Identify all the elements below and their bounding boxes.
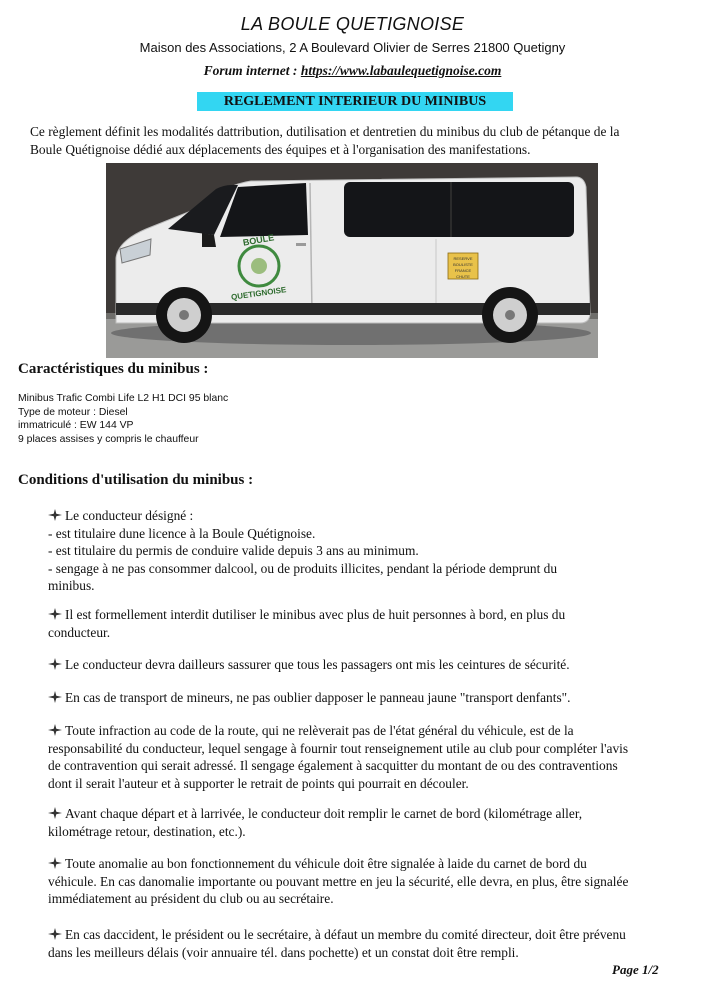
forum-label: Forum internet : <box>203 63 301 78</box>
condition-text: Toute infraction au code de la route, qui ne relèverait pas de l'état général du véhicule, est de la <box>65 723 574 738</box>
four-point-star-icon <box>48 658 62 670</box>
characteristics-list <box>18 392 228 446</box>
rear-wheel <box>482 287 538 343</box>
characteristics-heading: Caractéristiques du minibus : <box>18 361 209 377</box>
condition-paragraph <box>48 855 678 908</box>
condition-line <box>48 507 678 525</box>
spec-line: Minibus Trafic Combi Life L2 H1 DCI 95 blanc <box>18 393 229 404</box>
condition-line: véhicule. En cas danomalie importante ou pouvant mettre en jeu la sécurité, elle devra, en plus, être signalée <box>48 873 629 889</box>
club-title: LA BOULE QUETIGNOISE <box>240 14 465 34</box>
condition-text: Toute anomalie au bon fonctionnement du véhicule doit être signalée à laide du carnet de bord du <box>65 856 587 871</box>
document-title-banner: REGLEMENT INTERIEUR DU MINIBUS <box>197 92 513 111</box>
sign-line: CHUTE <box>456 274 470 279</box>
spec-line: immatriculé : EW 144 VP <box>18 420 134 432</box>
condition-line <box>48 855 678 873</box>
condition-text: En cas de transport de mineurs, ne pas oublier dapposer le panneau jaune "transport denfants". <box>65 690 571 705</box>
condition-line: responsabilité du conducteur, lequel sengage à fournir tout renseignement utile au club pour compléter l'avis <box>48 740 629 756</box>
four-point-star-icon <box>48 608 62 620</box>
condition-line: - sengage à ne pas consommer dalcool, ou de produits illicites, pendant la période demprunt du <box>48 560 558 576</box>
intro-line: Boule Quétignoise dédié aux déplacements des équipes et à l'organisation des manifestations. <box>30 141 531 157</box>
condition-line <box>48 606 678 624</box>
logo-top-text: BOULE <box>242 232 275 248</box>
condition-line: dont il serait l'auteur et à supporter le retrait de points qui pourrait en découler. <box>48 775 469 791</box>
condition-paragraph <box>48 606 678 641</box>
spec-line: Type de moteur : Diesel <box>18 406 128 418</box>
condition-line <box>48 805 678 823</box>
rear-window <box>344 182 574 237</box>
forum-line <box>0 63 705 79</box>
condition-paragraph <box>48 689 678 707</box>
yellow-sign <box>448 253 478 279</box>
condition-text: Avant chaque départ et à larrivée, le conducteur doit remplir le carnet de bord (kilométrage aller, <box>65 806 583 821</box>
minibus-photo <box>106 163 598 358</box>
club-address: Maison des Associations, 2 A Boulevard Olivier de Serres 21800 Quetigny <box>139 40 566 55</box>
logo-bottom-text: QUETIGNOISE <box>230 285 287 302</box>
condition-line: immédiatement au président du club ou au secrétaire. <box>48 891 334 906</box>
condition-text: En cas daccident, le président ou le secrétaire, à défaut un membre du comité directeur, doit être prévenu <box>65 927 626 942</box>
spec-line: 9 places assises y compris le chauffeur <box>18 433 199 445</box>
intro-paragraph <box>30 123 680 158</box>
four-point-star-icon <box>48 928 62 940</box>
condition-line: - est titulaire dune licence à la Boule Quétignoise. <box>48 525 316 541</box>
condition-line: kilométrage retour, destination, etc.). <box>48 823 246 839</box>
four-point-star-icon <box>48 807 62 819</box>
conditions-heading: Conditions d'utilisation du minibus : <box>18 472 254 488</box>
sign-line: FRANCE <box>454 268 472 273</box>
condition-paragraph <box>48 656 678 674</box>
condition-paragraph <box>48 926 678 961</box>
four-point-star-icon <box>48 724 62 736</box>
four-point-star-icon <box>48 509 62 521</box>
condition-paragraph <box>48 507 678 595</box>
sign-line: BOULISTE <box>453 262 473 267</box>
condition-line: conducteur. <box>48 624 111 640</box>
condition-text: Il est formellement interdit dutiliser le minibus avec plus de huit personnes à bord, en plus du <box>65 607 566 622</box>
condition-line <box>48 689 678 707</box>
sign-line: RESERVE <box>453 256 473 261</box>
forum-link[interactable]: https://www.labaulequetignoise.com <box>300 63 502 78</box>
condition-line <box>48 722 678 740</box>
condition-line: - est titulaire du permis de conduire valide depuis 3 ans au minimum. <box>48 543 419 558</box>
condition-line: minibus. <box>48 578 95 593</box>
condition-paragraph <box>48 722 678 792</box>
condition-text: Le conducteur désigné : <box>65 508 194 523</box>
intro-line: Ce règlement définit les modalités dattribution, dutilisation et dentretien du minibus du club de pétanque de la <box>30 124 620 139</box>
condition-line: dans les meilleurs délais (voir annuaire tél. dans pochette) et un constat doit être rempli. <box>48 944 519 960</box>
condition-line: de contravention qui serait adressé. Il sengage également à sacquitter du montant de ou des contraventions <box>48 758 618 773</box>
condition-line <box>48 926 678 944</box>
front-wheel <box>156 287 212 343</box>
four-point-star-icon <box>48 691 62 703</box>
four-point-star-icon <box>48 857 62 869</box>
page-number: Page 1/2 <box>612 962 659 977</box>
condition-paragraph <box>48 805 678 840</box>
condition-text: Le conducteur devra dailleurs sassurer que tous les passagers ont mis les ceintures de sécurité. <box>65 657 570 672</box>
condition-line <box>48 656 678 674</box>
